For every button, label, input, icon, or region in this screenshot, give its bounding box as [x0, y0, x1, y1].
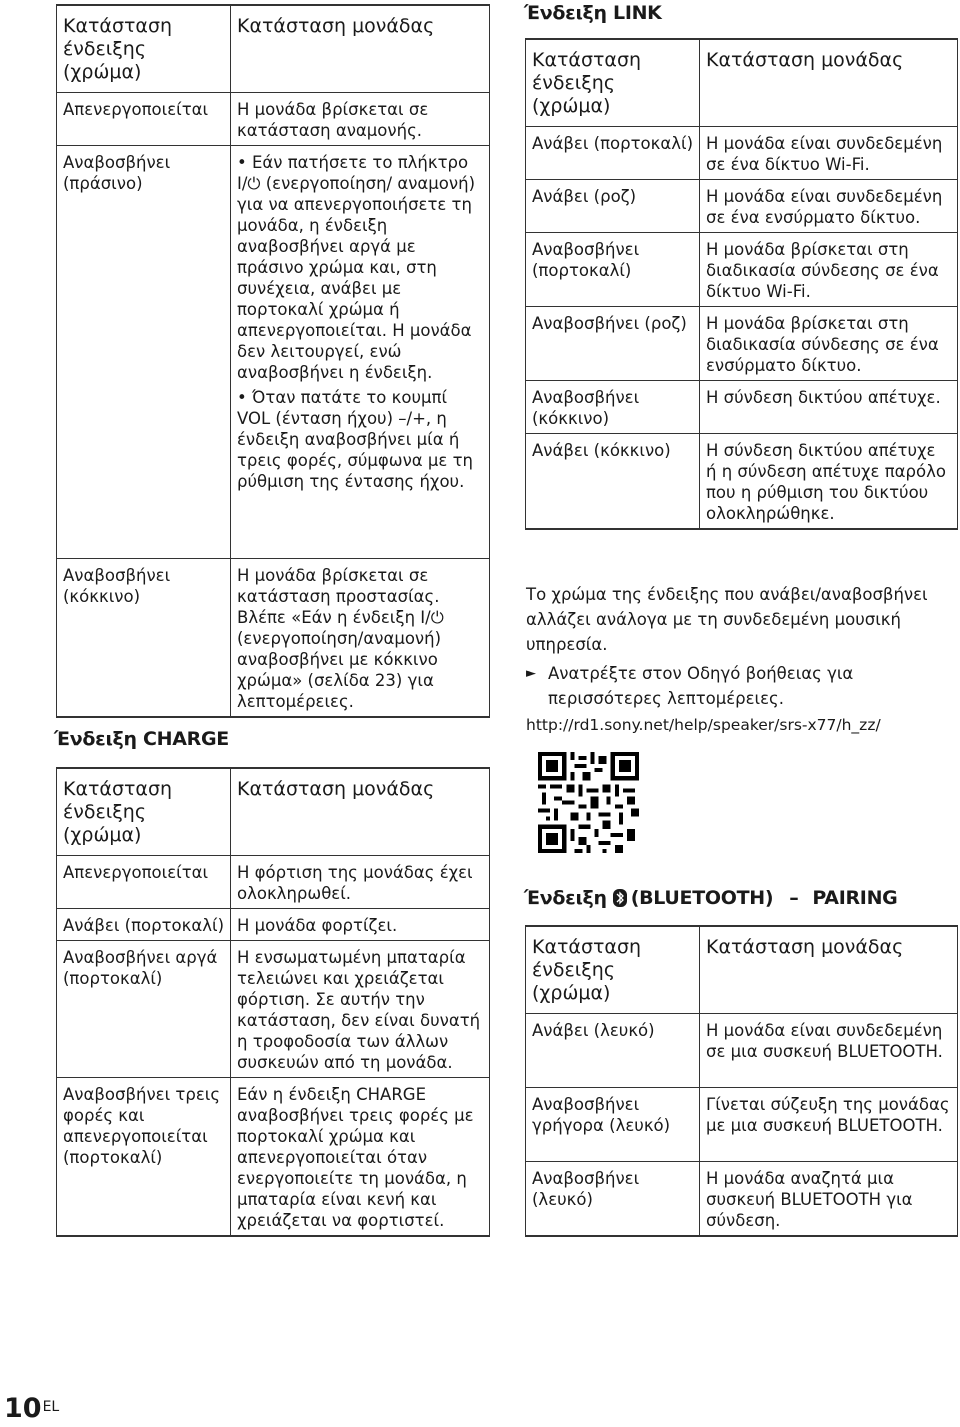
- table-row: [57, 559, 490, 718]
- header-status: Κατάσταση ένδειξης (χρώμα): [526, 926, 700, 1014]
- table-row: [526, 233, 958, 307]
- unit-cell: Η σύνδεση δικτύου απέτυχε ή η σύνδεση απέτυχε παρόλο που η ρύθμιση του δικτύου ολοκληρώθηκε.: [706, 441, 946, 523]
- unit-cell: Η μονάδα βρίσκεται στη διαδικασία σύνδεσης σε ένα δίκτυο Wi-Fi.: [700, 233, 958, 307]
- table-row: [57, 941, 490, 1078]
- status-cell: Αναβοσβήνει αργά (πορτοκαλί): [57, 941, 231, 1078]
- header-status: Κατάσταση ένδειξης (χρώμα): [57, 5, 231, 93]
- status-cell: Ανάβει (πορτοκαλί): [526, 127, 700, 180]
- header-status: Κατάσταση ένδειξης (χρώμα): [526, 39, 700, 127]
- bullet-item: • Εάν πατήσετε το πλήκτρο I/⏻ (ενεργοποίηση/ αναμονή) για να απενεργοποιήσετε τη μονάδα, η ένδειξη αναβοσβήνει αργά με πράσινο χρώμα και, στη συνέχεια, ανάβει με πορτοκαλί χρώμα ή απενεργοποιείται. Η μονάδα δεν λειτουργεί, ενώ αναβοσβήνει η ένδειξη.: [237, 153, 476, 382]
- unit-cell: Γίνεται σύζευξη της μονάδας με μια συσκευή BLUETOOTH.: [700, 1088, 958, 1162]
- status-cell: Αναβοσβήνει τρεις φορές και απενεργοποιείται (πορτοκαλί): [57, 1078, 231, 1237]
- status-cell: Αναβοσβήνει (λευκό): [526, 1162, 700, 1237]
- status-cell: Αναβοσβήνει (κόκκινο): [57, 559, 231, 718]
- table-header-row: [57, 768, 490, 856]
- table-header-row: [57, 5, 490, 93]
- status-cell: Απενεργοποιείται: [57, 93, 231, 146]
- table-row: [57, 93, 490, 146]
- bluetooth-icon: [613, 889, 627, 907]
- unit-cell: Εάν η ένδειξη CHARGE αναβοσβήνει τρεις φορές με πορτοκαλί χρώμα και απενεργοποιείται όταν ενεργοποιείτε τη μονάδα, η μπαταρία είναι κενή και χρειάζεται να φορτιστεί.: [237, 1085, 474, 1230]
- page-footer: [4, 1393, 59, 1424]
- bullet-item: • Όταν πατάτε το κουμπί VOL (ένταση ήχου) –/+, η ένδειξη αναβοσβήνει μία ή τρεις φορές, σύμφωνα με τη ρύθμιση της έντασης ήχου.: [237, 388, 473, 491]
- help-url[interactable]: http://rd1.sony.net/help/speaker/srs-x77/h_zz/: [526, 716, 881, 734]
- title-suffix: PAIRING: [812, 887, 898, 909]
- header-unit: Κατάσταση μονάδας: [700, 39, 958, 127]
- unit-cell: Η μονάδα είναι συνδεδεμένη σε ένα δίκτυο Wi-Fi.: [700, 127, 958, 180]
- link-section-title: Ένδειξη LINK: [524, 2, 662, 24]
- unit-cell: Η μονάδα φορτίζει.: [231, 909, 490, 941]
- qr-code-icon: [538, 752, 639, 853]
- title-dash: –: [789, 887, 799, 909]
- unit-cell: Η μονάδα βρίσκεται στη διαδικασία σύνδεσης σε ένα ενσύρματο δίκτυο.: [700, 307, 958, 381]
- unit-cell: Η σύνδεση δικτύου απέτυχε.: [700, 381, 958, 434]
- unit-cell: Η ενσωματωμένη μπαταρία τελειώνει και χρειάζεται φόρτιση. Σε αυτήν την κατάσταση, δεν είναι δυνατή η τροφοδοσία των άλλων συσκευών από τη μονάδα.: [231, 941, 490, 1078]
- status-cell: Αναβοσβήνει (πορτοκαλί): [526, 233, 700, 307]
- power-indicator-table: [56, 4, 490, 718]
- table-row: [57, 909, 490, 941]
- table-row: [526, 180, 958, 233]
- note-text: Το χρώμα της ένδειξης που ανάβει/αναβοσβήνει αλλάζει ανάλογα με τη συνδεδεμένη μουσική υπηρεσία.: [526, 585, 928, 654]
- table-row: [57, 1078, 490, 1237]
- status-cell: Αναβοσβήνει (πράσινο): [57, 146, 231, 559]
- help-reference: [526, 661, 958, 711]
- link-color-note: [526, 582, 958, 738]
- title-main: (BLUETOOTH): [630, 887, 774, 909]
- table-row: [526, 434, 958, 530]
- unit-cell: Η μονάδα είναι συνδεδεμένη σε ένα ενσύρματο δίκτυο.: [700, 180, 958, 233]
- unit-cell: Η μονάδα είναι συνδεδεμένη σε μια συσκευή BLUETOOTH.: [700, 1014, 958, 1088]
- table-header-row: [526, 39, 958, 127]
- status-cell: Αναβοσβήνει (κόκκινο): [526, 381, 700, 434]
- status-cell: Αναβοσβήνει γρήγορα (λευκό): [526, 1088, 700, 1162]
- table-row: [57, 856, 490, 909]
- header-unit: Κατάσταση μονάδας: [231, 768, 490, 856]
- table-row: [526, 307, 958, 381]
- table-row: [526, 1162, 958, 1237]
- help-reference-text: Ανατρέξτε στον Οδηγό βοήθειας για περισσότερες λεπτομέρειες.: [548, 664, 854, 708]
- table-row: [526, 1014, 958, 1088]
- header-status: Κατάσταση ένδειξης (χρώμα): [57, 768, 231, 856]
- status-cell: Ανάβει (λευκό): [526, 1014, 700, 1088]
- table-row: [526, 127, 958, 180]
- charge-indicator-table: [56, 767, 490, 1237]
- status-cell: Απενεργοποιείται: [57, 856, 231, 909]
- page-language: EL: [42, 1399, 60, 1415]
- status-cell: Ανάβει (πορτοκαλί): [57, 909, 231, 941]
- arrow-right-icon: ►: [526, 666, 536, 681]
- page-number: 10: [4, 1393, 42, 1424]
- title-prefix: Ένδειξη: [524, 887, 607, 909]
- table-row: [57, 146, 490, 559]
- link-indicator-table: [525, 38, 958, 530]
- bluetooth-section-title: [524, 887, 897, 909]
- unit-cell: Η μονάδα αναζητά μια συσκευή BLUETOOTH για σύνδεση.: [706, 1169, 913, 1230]
- unit-cell: Η φόρτιση της μονάδας έχει ολοκληρωθεί.: [231, 856, 490, 909]
- status-cell: Ανάβει (ροζ): [526, 180, 700, 233]
- charge-section-title: Ένδειξη CHARGE: [54, 728, 229, 750]
- table-row: [526, 1088, 958, 1162]
- bluetooth-indicator-table: [525, 925, 958, 1237]
- unit-cell: Η μονάδα βρίσκεται σε κατάσταση προστασίας. Βλέπε «Εάν η ένδειξη I/⏻ (ενεργοποίηση/αναμονή) αναβοσβήνει με κόκκινο χρώμα» (σελίδα 23) για λεπτομέρειες.: [237, 566, 444, 711]
- table-row: [526, 381, 958, 434]
- table-header-row: [526, 926, 958, 1014]
- status-cell: Ανάβει (κόκκινο): [526, 434, 700, 530]
- unit-cell: Η μονάδα βρίσκεται σε κατάσταση αναμονής.: [231, 93, 490, 146]
- header-unit: Κατάσταση μονάδας: [700, 926, 958, 1014]
- header-unit: Κατάσταση μονάδας: [231, 5, 490, 93]
- status-cell: Αναβοσβήνει (ροζ): [526, 307, 700, 381]
- unit-cell: [231, 146, 490, 559]
